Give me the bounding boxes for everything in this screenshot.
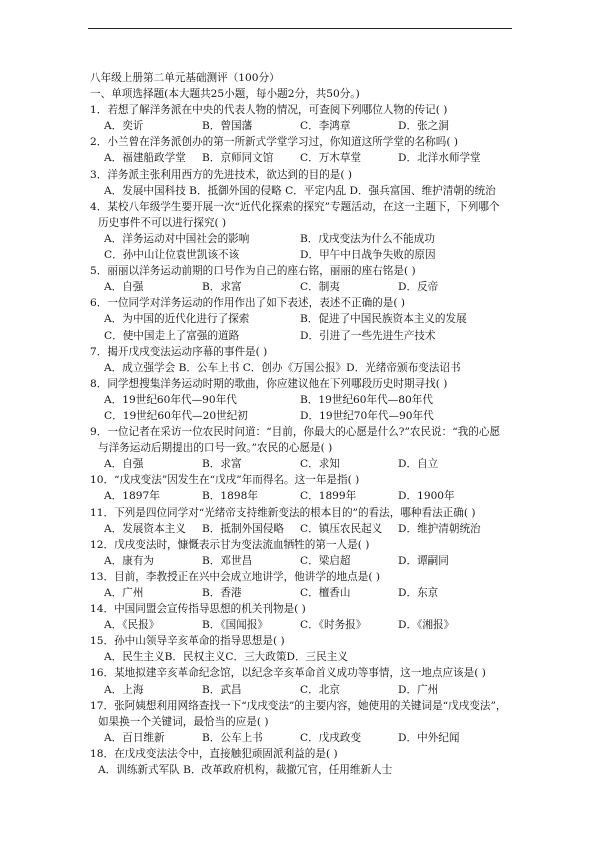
option-a: A．自强 <box>104 458 144 471</box>
option-b: B．《国闻报》 <box>202 619 269 632</box>
options-row <box>90 328 520 344</box>
option-a: A．《民报》 <box>104 619 160 632</box>
option-b: B．公车上书 <box>202 731 263 744</box>
question-2 <box>90 134 520 166</box>
question-17 <box>90 698 520 746</box>
question-text: 3．洋务派主张利用西方的先进技术，欲达到的目的是( ) <box>90 168 353 181</box>
option-a: C．19世纪60年代—20世纪初 <box>104 409 248 422</box>
section-heading: 一、单项选择题(本大题共25小题，每小题2分，共50分。) <box>90 88 360 101</box>
question-text: 10．“戊戌变法”因发生在“戊戌”年而得名。这一年是指( ) <box>90 474 360 487</box>
options-row <box>90 682 520 698</box>
question-text: 8．同学想搜集洋务运动时期的歌曲，你应建议他在下列哪段历史时期寻找( ) <box>90 377 448 390</box>
option-c: C．北京 <box>300 683 340 696</box>
option-c: C．梁启超 <box>300 554 351 567</box>
question-7 <box>90 344 520 376</box>
option-c: C．戊戌政变 <box>300 731 362 744</box>
question-text: 6．一位同学对洋务运动的作用作出了如下表述，表述不正确的是( ) <box>90 297 405 310</box>
option-a: A．民生主义 <box>104 651 165 664</box>
options-row <box>90 150 520 166</box>
options-row <box>90 649 520 665</box>
question-text: 18．在戊戌变法法令中，直接触犯顽固派利益的是( ) <box>90 747 338 760</box>
option-d: D．中外纪闻 <box>398 731 460 744</box>
option-a: A．发展中国科技 B．抵御外国的侵略 C．平定内乱 D．强兵富国、维护清朝的统治 <box>104 184 496 197</box>
question-text: 13．目前，李教授正在兴中会成立地讲学，他讲学的地点是( ) <box>90 570 380 583</box>
question-16 <box>90 665 520 697</box>
option-b: D．引进了一些先进生产技术 <box>300 329 436 342</box>
option-a: A．成立强学会 B．公车上书 C．创办《万国公报》D．光绪帝颁布变法诏书 <box>104 361 461 374</box>
option-d: D．东京 <box>398 587 439 599</box>
option-a: A．1897年 <box>104 490 160 503</box>
option-d: D．1900年 <box>398 490 455 503</box>
option-a: A．奕䜣 <box>104 120 144 133</box>
option-b: D．19世纪70年代—90年代 <box>300 409 434 422</box>
question-text: 15．孙中山领导辛亥革命的指导思想是( ) <box>90 635 285 648</box>
options-row <box>90 730 520 746</box>
question-11 <box>90 505 520 537</box>
question-12 <box>90 537 520 569</box>
question-8 <box>90 376 520 424</box>
question-text: 17．张阿姨想利用网络查找一下“戊戌变法”的主要内容，她使用的关键词是“戊戌变法”， <box>90 699 507 712</box>
options-row <box>90 456 520 472</box>
header-rule <box>88 28 512 29</box>
option-b: B．邓世昌 <box>202 554 253 567</box>
options-row <box>90 118 520 134</box>
question-text: 9．一位记者在采访一位农民时问道：“目前，你最大的心愿是什么?”农民说：“我的心愿 <box>90 426 501 439</box>
question-6 <box>90 295 520 343</box>
option-d: D．张之洞 <box>398 120 449 133</box>
option-b: B．求富 <box>202 458 242 471</box>
question-14 <box>90 601 520 633</box>
option-a: A．19世纪60年代—90年代 <box>104 393 237 406</box>
question-15 <box>90 633 520 665</box>
question-4 <box>90 199 520 263</box>
option-d: D．反帝 <box>398 281 439 294</box>
question-text: 2．小兰曾在洋务派创办的第一所新式学堂学习过，你知道这所学堂的名称吗( ) <box>90 136 458 149</box>
option-a: A．自强 <box>104 281 144 294</box>
question-3 <box>90 167 520 199</box>
option-c: C．镇压农民起义 <box>300 522 383 535</box>
option-a: A．为中国的近代化进行了探索 <box>104 313 250 326</box>
option-a: A．洋务运动对中国社会的影响 <box>104 232 250 245</box>
option-d: D．自立 <box>398 458 439 471</box>
option-b: B．求富 <box>202 281 242 294</box>
question-text: 历史事件不可以进行探究( ) <box>98 216 227 229</box>
question-13 <box>90 569 520 601</box>
option-b: B．戊戌变法为什么不能成功 <box>300 232 435 245</box>
option-b: B．19世纪60年代—80年代 <box>300 393 433 406</box>
option-a: A．福建船政学堂 <box>104 152 186 165</box>
option-a: A．训练新式军队 B．改革政府机构，裁撤冗官，任用维新人士 <box>98 764 393 777</box>
question-text: 4．某校八年级学生要开展一次“近代化探索的探究”专题活动，在这一主题下，下列哪个 <box>90 200 500 213</box>
options-row <box>90 247 520 263</box>
option-c: C．三大政策D．三民主义 <box>225 651 348 664</box>
option-a: A．康有为 <box>104 554 155 567</box>
option-a: C．使中国走上了富强的道路 <box>104 329 240 342</box>
option-b: B．京师同文馆 <box>202 152 274 165</box>
document-title: 八年级上册第二单元基础测评（100分） <box>90 72 280 84</box>
option-d: D．广州 <box>398 683 439 696</box>
question-text: 如果换一个关键词，最恰当的应是( ) <box>98 715 269 728</box>
question-text: 11．下列是四位同学对“光绪帝支持维新变法的根本目的”的看法，哪种看法正确( ) <box>90 506 476 519</box>
option-d: D．《湘报》 <box>398 619 455 632</box>
option-b: B．香港 <box>202 587 242 599</box>
option-b: B．1898年 <box>202 490 258 503</box>
option-c: C．制夷 <box>300 281 340 294</box>
question-text: 与洋务运动后期提出的口号一致。”农民的心愿是( ) <box>98 442 333 455</box>
options-row <box>90 279 520 295</box>
options-row <box>90 183 520 199</box>
options-row <box>90 488 520 504</box>
option-d: D．维护清朝统治 <box>398 522 481 535</box>
option-d: D．谭嗣同 <box>398 554 449 567</box>
option-c: C．求知 <box>300 458 340 471</box>
question-18 <box>90 746 520 778</box>
question-1 <box>90 102 520 134</box>
question-9 <box>90 424 520 472</box>
option-b: B．抵制外国侵略 <box>202 522 284 535</box>
option-b: B．武昌 <box>202 683 242 696</box>
option-a: C．孙中山让位袁世凯该不该 <box>104 249 240 262</box>
option-b: B．民权主义 <box>164 651 226 664</box>
option-c: C．万木草堂 <box>300 152 362 165</box>
options-row <box>90 617 520 633</box>
option-b: B．促进了中国民族资本主义的发展 <box>300 313 467 326</box>
question-text: 5．丽丽以洋务运动前期的口号作为自己的座右铭，丽丽的座右铭是( ) <box>90 265 416 278</box>
options-row <box>90 392 520 408</box>
option-c: C．1899年 <box>300 490 357 503</box>
options-row <box>90 231 520 247</box>
options-row <box>90 585 520 601</box>
option-a: A．发展资本主义 <box>104 522 186 535</box>
question-text: 16．某地拟建辛亥革命纪念馆，以纪念辛亥革命首义成功等事情，这一地点应该是( ) <box>90 667 486 680</box>
option-c: C．《时务报》 <box>300 619 367 632</box>
options-row <box>90 521 520 537</box>
option-a: A．上海 <box>104 683 144 696</box>
options-row <box>90 553 520 569</box>
question-10 <box>90 472 520 504</box>
option-c: C．檀香山 <box>300 587 351 599</box>
option-d: D．北洋水师学堂 <box>398 152 481 165</box>
question-text: 1．若想了解洋务派在中央的代表人物的情况，可查阅下列哪位人物的传记( ) <box>90 104 448 117</box>
option-c: C．李鸿章 <box>300 120 351 133</box>
document-body <box>90 70 520 778</box>
options-row <box>90 360 520 376</box>
option-b: B．曾国藩 <box>202 120 253 133</box>
question-text: 12．戊戌变法时，慷慨表示甘为变法流血牺牲的第一人是( ) <box>90 538 370 551</box>
option-b: D．甲午中日战争失败的原因 <box>300 249 436 262</box>
option-a: A．百日维新 <box>104 731 165 744</box>
options-row <box>90 311 520 327</box>
options-row <box>90 762 520 778</box>
question-text: 14．中国同盟会宣传指导思想的机关刊物是( ) <box>90 603 306 616</box>
question-text: 7．揭开戊戌变法运动序幕的事件是( ) <box>90 345 268 358</box>
options-row <box>90 408 520 424</box>
question-5 <box>90 263 520 295</box>
option-a: A．广州 <box>104 587 144 599</box>
